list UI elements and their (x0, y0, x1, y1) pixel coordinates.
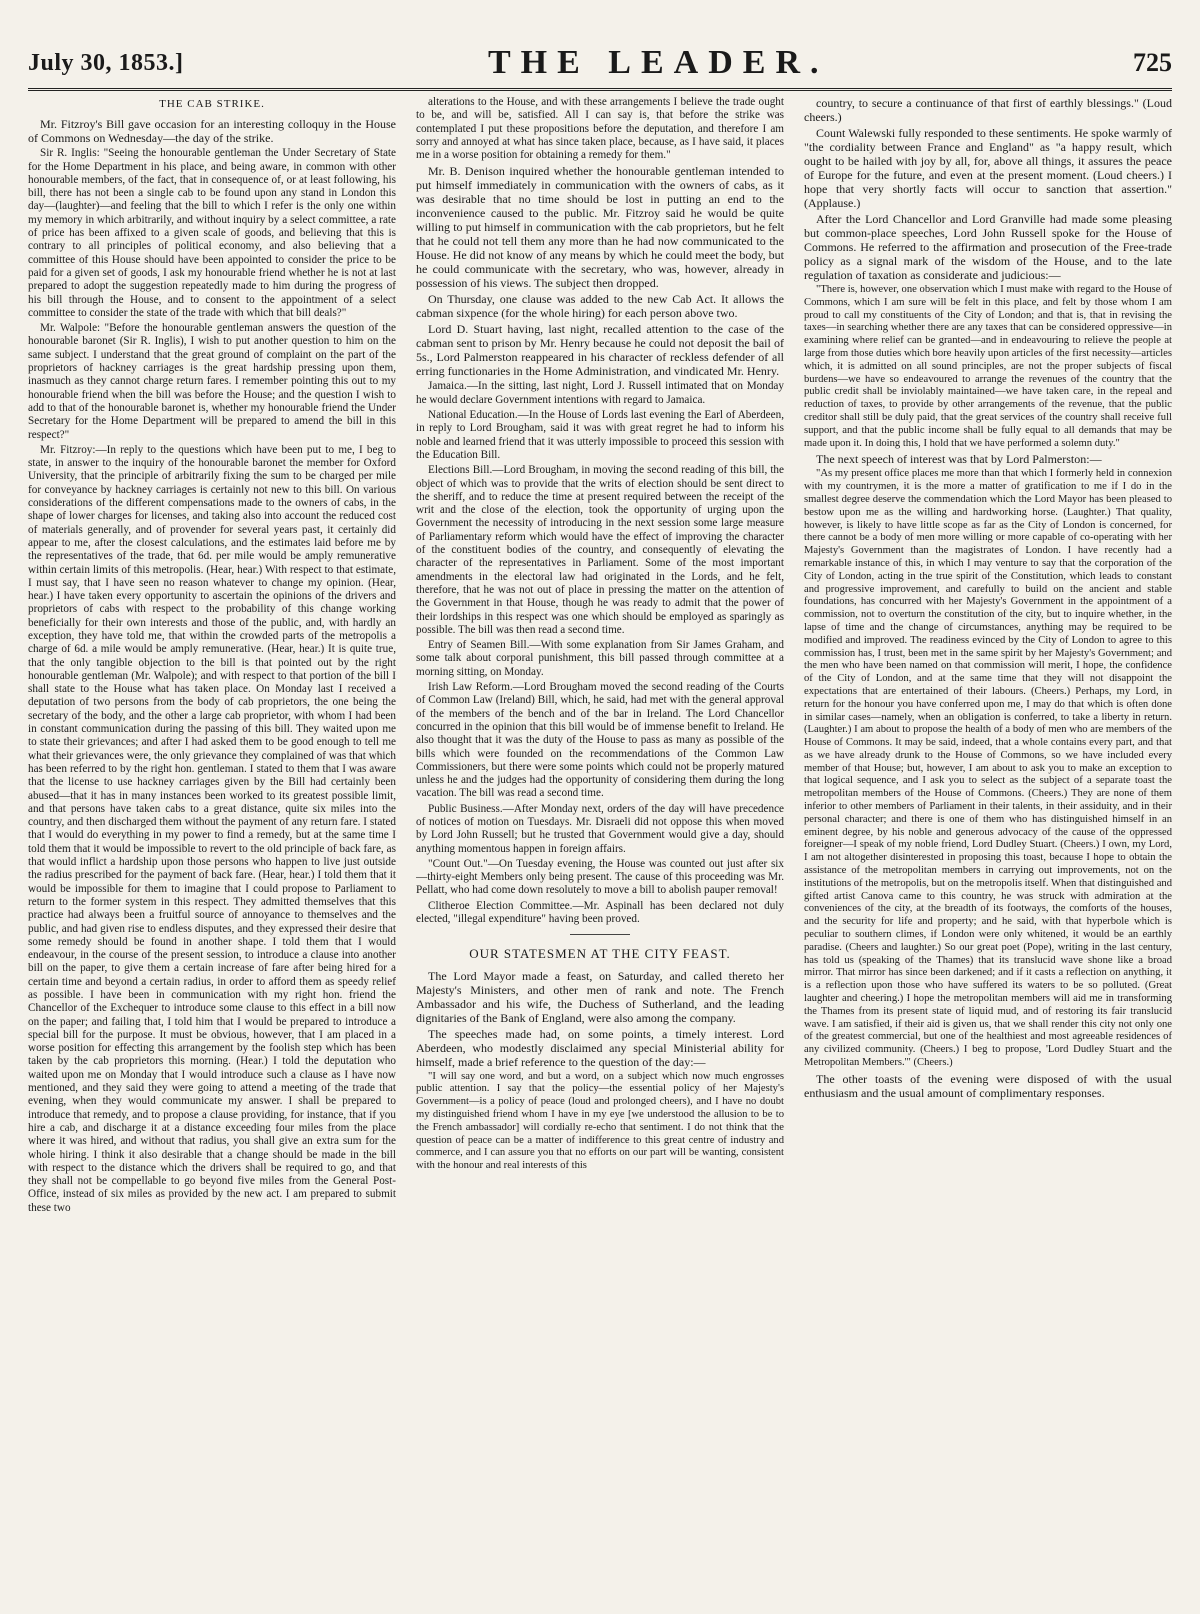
paragraph: Clitheroe Election Committee.—Mr. Aspinall has been declared not duly elected, "illegal expenditure" having been proved. (416, 899, 784, 926)
paragraph: Entry of Seamen Bill.—With some explanation from Sir James Graham, and some talk about corporal punishment, this bill passed through committee at a morning sitting, on Monday. (416, 639, 784, 678)
paragraph: Elections Bill.—Lord Brougham, in moving the second reading of this bill, the object of which was to provide that the writs of election should be sent direct to the sheriff, and to reduce the time at present required between the receipt of the writ and the close of the election, took the opportunity of urging upon the Government the necessity of introducing in the next session some large measure of Parliamentary reform which would have the effect of improving the character of the constituent bodies of the country, and consequently of elevating the character of the representatives in Parliament. Some of the most important amendments in the electoral law had originated in the Lords, and he felt, therefore, that he was not out of place in pressing the matter on the attention of the Government in that House, though he was ready to admit that the power of their lordships in this respect was one which should be employed as sparingly as possible. The bill was then read a second time. (416, 464, 784, 636)
article-columns (28, 96, 1172, 1594)
paragraph: The Lord Mayor made a feast, on Saturday, and called thereto her Majesty's Ministers, and other men of rank and note. The French Ambassador and his wife, the Duchess of Sutherland, and the leading dignitaries of the Bank of England, were also among the company. (416, 968, 784, 1025)
newspaper-title: THE LEADER. (488, 44, 829, 81)
paragraph: Mr. Walpole: "Before the honourable gentleman answers the question of the honourable baronet (Sir R. Inglis), I wish to put another question to him on the same subject. I understand that the great ground of complaint on the part of the proprietors of hackney carriages is the great hardship pressing upon them, inasmuch as they cannot charge return fares. I remember pointing this out to my honourable friend when the bill was before the House; and the question I wish to add to that of the honourable baronet is, whether my honourable friend the Under Secretary for the Home Department will be prepared to amend the bill in this respect?" (28, 322, 396, 441)
paragraph: Sir R. Inglis: "Seeing the honourable gentleman the Under Secretary of State for the Home Department in his place, and being aware, in common with other honourable members, of the fact, that in consequence of, or at least following, his bill, there has not been a single cab to be found upon any stand in London this day—(laughter)—and feeling that the bill to which I refer is the only one within my memory in which arbitrarily, and without inquiry by a select committee, a rate of price has been affixed to a given scale of goods, and believing that this is contrary to all principles of political economy, and also believing that a committee of this House should have been appointed to consider the price to be paid for a given set of goods, I ask my honourable friend whether he is not at last prepared to adopt the suggestion repeatedly made to him during the progress of his bill through the House, and to consent to the appointment of a select committee to consider the state of the trade with which that bill deals?" (28, 147, 396, 319)
paragraph: Irish Law Reform.—Lord Brougham moved the second reading of the Courts of Common Law (Ireland) Bill, which, he said, had met with the general approval of the members of the bench and of the bar in Ireland. The Lord Chancellor concurred in the opinion that this bill would be of immense benefit to Ireland. He also thought that it was the duty of the House to pass as many as possible of the bills which were founded on the recommendations of the Common Law Commissioners, but there were some points which could not be properly matured unless he and the judges had the opportunity of considering them during the long vacation. The bill was read a second time. (416, 681, 784, 800)
issue-date: July 30, 1853.] (28, 49, 184, 76)
column-3 (804, 96, 1172, 1594)
paragraph: Mr. Fitzroy's Bill gave occasion for an interesting colloquy in the House of Commons on Wednesday—the day of the strike. (28, 117, 396, 146)
paragraph: Lord D. Stuart having, last night, recalled attention to the case of the cabman sent to prison by Mr. Henry because he could not deposit the bail of 5s., Lord Palmerston reappeared in his character of reckless defender of all erring functionaries in the Home Administration, and vindicated Mr. Henry. (416, 322, 784, 379)
paragraph: "Count Out."—On Tuesday evening, the House was counted out just after six—thirty-eight Members only being present. The cause of this proceeding was Mr. Pellatt, who had come down resolutely to move a bill to abolish pauper removal! (416, 857, 784, 897)
column-1 (28, 96, 396, 1594)
paragraph: National Education.—In the House of Lords last evening the Earl of Aberdeen, in reply to Lord Brougham, said it was with great regret he had to inform his noble and learned friend that it was utterly impossible to proceed this session with the Education Bill. (416, 409, 784, 461)
paragraph: Public Business.—After Monday next, orders of the day will have precedence of notices of motion on Tuesdays. Mr. Disraeli did not oppose this when moved by Lord John Russell; but he trusted that Government would give a day, should anything momentous happen in foreign affairs. (416, 802, 784, 855)
paragraph: The next speech of interest was that by Lord Palmerston:— (816, 452, 1102, 467)
paragraph: After the Lord Chancellor and Lord Granville had made some pleasing but common-place speeches, Lord John Russell spoke for the House of Commons. He referred to the affirmation and prosecution of the Free-trade policy as a signal mark of the wisdom of the House, and to the late regulation of taxation as considerate and judicious:— (804, 212, 1172, 282)
paragraph: alterations to the House, and with these arrangements I believe the trade ought to be, and will be, satisfied. All I can say is, that before the strike was contemplated I put these propositions before the deputation, and therefore I am sorry and annoyed at what has since taken place, because, as I have said, it places me in a worse position for obtaining a remedy for them." (416, 96, 784, 162)
paragraph: country, to secure a continuance of that first of earthly blessings." (Loud cheers.) (804, 96, 1172, 124)
paragraph: The speeches made had, on some points, a timely interest. Lord Aberdeen, who modestly disclaimed any special Ministerial ability for himself, made a brief reference to the question of the day:— (416, 1026, 784, 1069)
paragraph: Count Walewski fully responded to these sentiments. He spoke warmly of "the cordiality between France and England" as "a happy result, which ought to be hailed with joy by all, for, above all things, it assures the peace of Europe for the future, and even at the present moment. (Loud cheers.) I hope that very shortly facts will occur to sanction that assertion." (Applause.) (804, 126, 1172, 210)
article-heading-city-feast: OUR STATESMEN AT THE CITY FEAST. (469, 946, 731, 962)
quoted-speech: "As my present office places me more than that which I formerly held in connexion with my countrymen, it is the more a matter of gratification to me if I do in the smallest degree deserve the commendation which the Lord Mayor has been pleased to bestow upon me as the willing and hardworking horse. (Laughter.) That quality, however, is likely to have little scope as far as the City of London is concerned, for there cannot be a body of men more willing or more capable of co-operating with her Majesty's Government than the magistrates of London. I have recently had a remarkable instance of this, in which I may venture to say that the corporation of the City of London, acting in the true spirit of the Constitution, which leads to constant and progressive improvement, and carefully to build on the ancient and stable foundations, has concurred with her Majesty's Government in the appointment of a commission, not to overturn the constitution of the city, but to inquire whether, in the lapse of time and the change of circumstances, anything may be required to be modified and improved. The readiness evinced by the City of London to agree to this commission has, I trust, been met in the same spirit by her Majesty's Government; and the men who have been named on that commission will merit, I hope, the confidence of the City of London, and at the same time that they will not disappoint the expectations that are entertained of their labours. (Cheers.) Perhaps, my Lord, in return for the honour you have conferred upon me, I may do that which is often done in similar cases—namely, when an obligation is conferred, to take a liberty in return. (Laughter.) I am about to propose the health of a body of men who are members of the House of Commons. It may be said, indeed, that a whole contains every part, and that as we have already drunk to the House of Commons, so we have included every member of that House; but, however, I am about to ask you to make an exception to that logical sequence, and I ask you to select as the subject of a separate toast the metropolitan members of the House of Commons. (Cheers.) They are none of them inferior to other members of Parliament in their talents, in their assiduity, and in their personal character; and there is one of them who has distinguished himself in an eminent degree, by his noble and generous advocacy of the cause of the oppressed foreigner—I speak of my noble friend, Lord Dudley Stuart. (Cheers.) I own, my Lord, I am not altogether disinterested in proposing this toast, because I hope to obtain the assistance of the metropolitan members in carrying out improvements, not on the institutions of the metropolis, but on the metropolis itself. When that distinguished and gifted artist Canova came to this country, he was struck with admiration at the conveniences of the city, at the breadth of its footways, the comforts of the houses, and the security for life and property; and he said, with that hyperbole which is peculiar to southern climes, if London were only whitened, it would be an earthly paradise. (Cheers and laughter.) So our great poet (Pope), writing in the last century, has told us (speaking of the Thames) that its translucid wave shone like a broad mirror. That mirror has since been darkened; and if it casts a reflection on anything, it is a reflection upon those who have suffered its waters to be so polluted. (Great laughter and cheering.) I hope the metropolitan members will aid me in transforming the Thames from its present state of liquid mud, and of restoring its fair translucid wave. I am satisfied, if their aid is given us, that we shall render this city not only one of the greatest commercial, but one of the healthiest and most agreeable residences of any civilized community. (Cheers.) I beg to propose, 'Lord Dudley Stuart and the Metropolitan Members.'" (Cheers.) (804, 468, 1172, 1069)
article-heading-cab-strike: THE CAB STRIKE. (159, 98, 265, 110)
paragraph: Mr. Fitzroy:—In reply to the questions which have been put to me, I beg to state, in answer to the inquiry of the honourable baronet the member for Oxford University, that the principle of arbitrarily fixing the sum to be charged per mile for conveyance by hackney carriages is certainly not new to this bill. On various considerations of the different compensations made to the owners of cabs, in the shape of lower charges for licenses, and taking also into account the reduced cost of materials generally, and of provender for several years past, it certainly did appear to me, after the closest calculations, and the estimates laid before me by the representatives of the trade, that 6d. per mile would be amply remunerative within certain limits of this metropolis. (Hear, hear.) With respect to that estimate, I must say, that I have seen no reason whatever to change my opinion. (Hear, hear.) I have taken every opportunity to ascertain the opinions of the drivers and proprietors of cabs with respect to the probability of this change working beneficially for their own interests and those of the public, and, with hardly an exception, they have told me, that within the crowded parts of the metropolis a charge of 6d. a mile would be amply remunerative. (Hear, hear.) It is quite true, that the only tangible objection to the bill is that pointed out by the right honourable gentleman (Mr. Walpole); and with respect to that portion of the bill I shall state to the House what has taken place. On Monday last I received a deputation of two persons from the body of cab proprietors, the one being the secretary of the body, and the other a large cab proprietor, with whom I had been in constant communication during the passing of this bill. They waited upon me to state their grievances; and after I had asked them to be good enough to tell me what their grievances were, the only grievance they complained of was that which has been referred to by the right hon. gentleman. I stated to them that I was aware that the license to use hackney carriages given by the Bill had certainly been abused—that it has in many instances been worked to its greatest possible limit, and that persons have taken cabs to a great distance, quite six miles into the country, and then discharged them without the payment of any return fare. I stated that I would do everything in my power to find a remedy, but at the same time I told them that it would be impossible to revert to the old principle of back fare, as that would inflict a hardship upon those persons who happen to live just outside the radius prescribed for the payment of back fare. (Hear, hear.) I told them that it would be impossible for them to imagine that I could propose to Parliament to return to the former system in this respect. They admitted themselves that this practice had always been a fruitful source of annoyance to themselves and the public, and had given rise to endless disputes, and they expressed their desire that some remedy should be found in another shape. I told them that I would endeavour, in the course of the present session, to introduce a clause into another bill on the paper, to give them a certain increase of fare after being hired for a certain time and beyond a certain radius, in order to afford them as speedy relief as possible. I have been in communication with my right hon. friend the Chancellor of the Exchequer to introduce some clause to this effect in a bill now on the paper; and failing that, I told him that I would be prepared to introduce a special bill for the purpose. It must be obvious, however, that I am placed in a worse position for effecting this arrangement by the foolish step which has been taken by the cab proprietors this morning. (Hear.) I told the deputation who waited upon me on Monday that I would introduce such a clause as I have now mentioned, and they said they were going to attend a meeting of the trade that evening, when they would communicate my answer. I shall be prepared to introduce that remedy, and to propose a clause providing, for instance, that if you hire a cab, and discharge it at a distance exceeding four miles from the place where it was hired, and without that radius, you shall give an extra sum for the whole hiring. I think it also desirable that a change should be made in the bill with respect to the distance which the drivers shall be required to go, and that they shall not be compellable to go beyond five miles from the General Post-Office, instead of six miles as provided by the new act. I am prepared to submit these two (28, 443, 396, 1214)
paragraph: The other toasts of the evening were disposed of with the usual enthusiasm and the usual amount of complimentary responses. (804, 1071, 1172, 1100)
paragraph: Jamaica.—In the sitting, last night, Lord J. Russell intimated that on Monday he would declare Government intentions with regard to Jamaica. (416, 380, 784, 406)
section-divider (570, 934, 630, 935)
page-number: 725 (1132, 48, 1172, 77)
column-2 (416, 96, 784, 1594)
masthead (28, 38, 1172, 91)
paragraph: On Thursday, one clause was added to the new Cab Act. It allows the cabman sixpence (for the whole hiring) for each person above two. (416, 292, 784, 321)
quoted-speech: "I will say one word, and but a word, on a subject which now much engrosses public attention. I say that the policy—the essential policy of her Majesty's Government—is a policy of peace (loud and prolonged cheers), and I have no doubt my distinguished friend whom I have in my eye [we understood the allusion to be to the French ambassador] will cordially re-echo that sentiment. I do not think that the question of peace can be a matter of indifference to this great centre of industry and commerce, and I can assure you that no efforts on our part will be wanting, consistent with the honour and real interests of this (416, 1070, 784, 1172)
paragraph: Mr. B. Denison inquired whether the honourable gentleman intended to put himself immediately in communication with the owners of cabs, as it was desirable that no time should be lost in putting an end to the inconvenience caused to the public. Mr. Fitzroy said he would be quite willing to put himself in communication with the cab proprietors, but he felt that he could not tell them any more than he had now communicated to the House. He did not know of any means by which he could meet the body, but he could communicate with the secretary, who was, however, already in possession of his views. The subject then dropped. (416, 164, 784, 291)
quoted-speech: "There is, however, one observation which I must make with regard to the House of Commons, which I am sure will be felt in this place, and felt by those whom I am proud to call my constituents of the City of London; and that is, that in revising the taxes—in searching whether there are any taxes that can be considered oppressive—in examining where relief can be granted—and in endeavouring to relieve the people at large from those duties which bore heavily upon articles of the first necessity—articles which, it is admitted on all sound principles, are not the proper subjects of fiscal burdens—we have so endeavoured to arrange the revenues of the country that the public credit shall be inviolably maintained—we have taken care, in the repeal and reduction of taxes, to provide by other arrangements of the revenue, that the public creditor shall still be duly paid, that the great services of the country shall receive full support, and that the public income shall be fully equal to all demands that may be made upon it. In doing this, I hold that we have performed a solemn duty." (804, 284, 1172, 449)
